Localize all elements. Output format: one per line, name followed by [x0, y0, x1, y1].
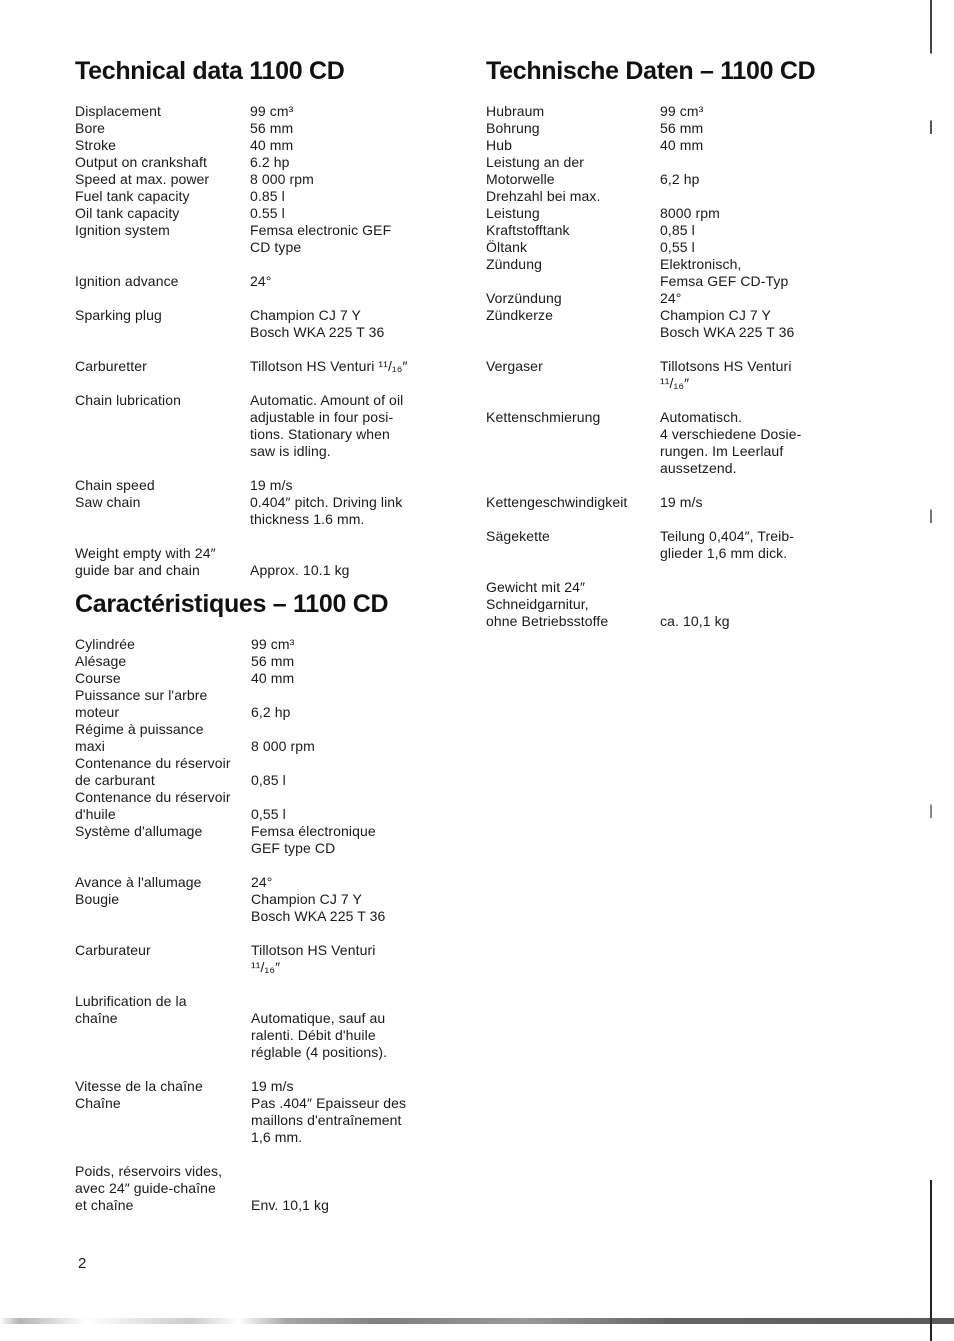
spec-value: 0,85 l: [251, 772, 286, 788]
spec-value: 8000 rpm: [660, 205, 720, 221]
scan-edge-right: [930, 0, 932, 1341]
spec-value: 99 cm³: [660, 103, 704, 119]
spec-label: Zündkerze: [486, 307, 554, 323]
spec-label: Saw chain: [75, 494, 141, 510]
spec-row: [75, 823, 495, 857]
english-section-title: Technical data 1100 CD: [75, 57, 345, 85]
spec-label: Chain lubrication: [75, 392, 181, 408]
spec-value: 99 cm³: [250, 103, 294, 119]
spec-row: [75, 273, 465, 290]
spec-row: [75, 721, 495, 755]
spec-label: Alésage: [75, 653, 127, 669]
spec-label: Système d'allumage: [75, 823, 203, 839]
spec-row: [75, 636, 495, 653]
spec-label: Kettengeschwindigkeit: [486, 494, 628, 510]
spec-label: Contenance du réservoir d'huile: [75, 789, 231, 822]
spec-row: [486, 154, 926, 188]
spec-row: [75, 188, 465, 205]
spec-label: Puissance sur l'arbre moteur: [75, 687, 208, 720]
spec-row: [75, 103, 465, 120]
scan-edge-bottom: [0, 1318, 954, 1324]
spec-row: [75, 891, 495, 925]
spec-row: [75, 477, 465, 494]
spec-row: [486, 120, 926, 137]
german-technical-data-section: [486, 57, 926, 630]
spec-row: [486, 358, 926, 392]
spec-value: 6,2 hp: [251, 704, 291, 720]
spec-label: Kettenschmierung: [486, 409, 601, 425]
spec-label: Carburetter: [75, 358, 147, 374]
spec-label: Lubrification de la chaîne: [75, 993, 187, 1026]
spec-row: [75, 494, 465, 528]
spec-value: Femsa electronic GEF CD type: [250, 222, 392, 255]
spec-value: 56 mm: [660, 120, 704, 136]
spec-label: Course: [75, 670, 121, 686]
spec-label: Öltank: [486, 239, 528, 255]
spec-value: 8 000 rpm: [251, 738, 315, 754]
spec-value: Femsa électronique GEF type CD: [251, 823, 376, 856]
spec-value: 56 mm: [250, 120, 294, 136]
spec-value: 0,85 l: [660, 222, 695, 238]
spec-label: Carburateur: [75, 942, 151, 958]
english-technical-data-section: [75, 57, 465, 579]
spec-label: Chaîne: [75, 1095, 121, 1111]
spec-row: [75, 874, 495, 891]
spec-value: 24°: [660, 290, 682, 306]
spec-row: [486, 188, 926, 222]
spec-row: [75, 687, 495, 721]
spec-row: [75, 653, 495, 670]
spec-row: [75, 171, 465, 188]
spec-label: Ignition advance: [75, 273, 179, 289]
spec-label: Weight empty with 24″ guide bar and chain: [75, 545, 216, 578]
spec-row: [75, 358, 465, 375]
spec-row: [486, 579, 926, 630]
french-technical-data-section: [75, 590, 495, 1214]
spec-value: Tillotson HS Venturi ¹¹/₁₆″: [250, 358, 408, 374]
spec-label: Poids, réservoirs vides, avec 24″ guide-chaîne et chaîne: [75, 1163, 223, 1213]
spec-value: 56 mm: [251, 653, 295, 669]
spec-value: 0.404″ pitch. Driving link thickness 1.6 mm.: [250, 494, 403, 527]
spec-row: [75, 755, 495, 789]
spec-label: Bore: [75, 120, 105, 136]
spec-value: Elektronisch, Femsa GEF CD-Typ: [660, 256, 789, 289]
spec-value: 0.85 l: [250, 188, 285, 204]
spec-row: [486, 494, 926, 511]
spec-row: [75, 545, 465, 579]
spec-label: Ignition system: [75, 222, 170, 238]
spec-label: Kraftstofftank: [486, 222, 570, 238]
spec-label: Gewicht mit 24″ Schneidgarnitur, ohne Betriebsstoffe: [486, 579, 609, 629]
spec-row: [75, 1078, 495, 1095]
spec-value: Automatisch. 4 verschiedene Dosie- rungen. Im Leerlauf aussetzend.: [660, 409, 802, 476]
spec-value: 6,2 hp: [660, 171, 700, 187]
spec-row: [75, 307, 465, 341]
spec-label: Sparking plug: [75, 307, 162, 323]
spec-label: Bougie: [75, 891, 120, 907]
spec-row: [75, 392, 465, 460]
german-spec-list: [486, 103, 926, 630]
spec-label: Stroke: [75, 137, 117, 153]
spec-value: Automatique, sauf au ralenti. Débit d'huile réglable (4 positions).: [251, 1010, 388, 1060]
spec-row: [75, 120, 465, 137]
spec-label: Vitesse de la chaîne: [75, 1078, 203, 1094]
spec-row: [75, 1095, 495, 1146]
spec-value: 0.55 l: [250, 205, 285, 221]
spec-row: [75, 942, 495, 976]
spec-row: [75, 205, 465, 222]
spec-label: Oil tank capacity: [75, 205, 180, 221]
spec-label: Fuel tank capacity: [75, 188, 190, 204]
spec-row: [75, 154, 465, 171]
spec-label: Hub: [486, 137, 512, 153]
spec-value: Champion CJ 7 Y Bosch WKA 225 T 36: [660, 307, 795, 340]
spec-label: Sägekette: [486, 528, 550, 544]
spec-value: 19 m/s: [250, 477, 293, 493]
spec-row: [75, 670, 495, 687]
spec-value: 40 mm: [250, 137, 294, 153]
spec-value: 19 m/s: [660, 494, 703, 510]
spec-label: Cylindrée: [75, 636, 136, 652]
spec-row: [486, 528, 926, 562]
spec-label: Drehzahl bei max. Leistung: [486, 188, 601, 221]
spec-value: 0,55 l: [251, 806, 286, 822]
spec-row: [75, 222, 465, 256]
spec-row: [486, 256, 926, 290]
spec-label: Contenance du réservoir de carburant: [75, 755, 231, 788]
spec-row: [486, 137, 926, 154]
spec-row: [486, 239, 926, 256]
spec-value: Automatic. Amount of oil adjustable in four posi- tions. Stationary when saw is idling.: [250, 392, 404, 459]
spec-label: Vorzündung: [486, 290, 562, 306]
spec-label: Avance à l'allumage: [75, 874, 202, 890]
spec-label: Vergaser: [486, 358, 543, 374]
spec-value: Env. 10,1 kg: [251, 1197, 329, 1213]
spec-value: Tillotson HS Venturi ¹¹/₁₆″: [251, 942, 376, 975]
spec-row: [486, 103, 926, 120]
spec-row: [75, 789, 495, 823]
spec-row: [486, 307, 926, 341]
spec-label: Speed at max. power: [75, 171, 210, 187]
spec-label: Régime à puissance maxi: [75, 721, 204, 754]
spec-value: 6.2 hp: [250, 154, 290, 170]
spec-label: Zündung: [486, 256, 542, 272]
spec-label: Leistung an der Motorwelle: [486, 154, 585, 187]
spec-value: 19 m/s: [251, 1078, 294, 1094]
spec-row: [75, 1163, 495, 1214]
spec-value: Tillotsons HS Venturi ¹¹/₁₆″: [660, 358, 792, 391]
spec-label: Bohrung: [486, 120, 540, 136]
spec-row: [75, 993, 495, 1061]
spec-value: 40 mm: [660, 137, 704, 153]
page-number: 2: [78, 1255, 87, 1272]
spec-value: 40 mm: [251, 670, 295, 686]
spec-value: Approx. 10.1 kg: [250, 562, 350, 578]
spec-value: 24°: [251, 874, 273, 890]
spec-value: 0,55 l: [660, 239, 695, 255]
spec-value: 8 000 rpm: [250, 171, 314, 187]
spec-row: [486, 222, 926, 239]
spec-value: Teilung 0,404″, Treib- glieder 1,6 mm dick.: [660, 528, 795, 561]
spec-row: [486, 290, 926, 307]
french-spec-list: [75, 636, 495, 1214]
spec-value: Champion CJ 7 Y Bosch WKA 225 T 36: [251, 891, 386, 924]
english-spec-list: [75, 103, 465, 579]
spec-row: [75, 137, 465, 154]
spec-label: Displacement: [75, 103, 162, 119]
spec-value: Champion CJ 7 Y Bosch WKA 225 T 36: [250, 307, 385, 340]
spec-label: Chain speed: [75, 477, 155, 493]
spec-value: ca. 10,1 kg: [660, 613, 730, 629]
spec-value: Pas .404″ Epaisseur des maillons d'entraînement 1,6 mm.: [251, 1095, 407, 1145]
french-section-title: Caractéristiques – 1100 CD: [75, 590, 389, 618]
spec-label: Output on crankshaft: [75, 154, 207, 170]
german-section-title: Technische Daten – 1100 CD: [486, 57, 816, 85]
spec-label: Hubraum: [486, 103, 545, 119]
spec-value: 99 cm³: [251, 636, 295, 652]
spec-value: 24°: [250, 273, 272, 289]
spec-row: [486, 409, 926, 477]
